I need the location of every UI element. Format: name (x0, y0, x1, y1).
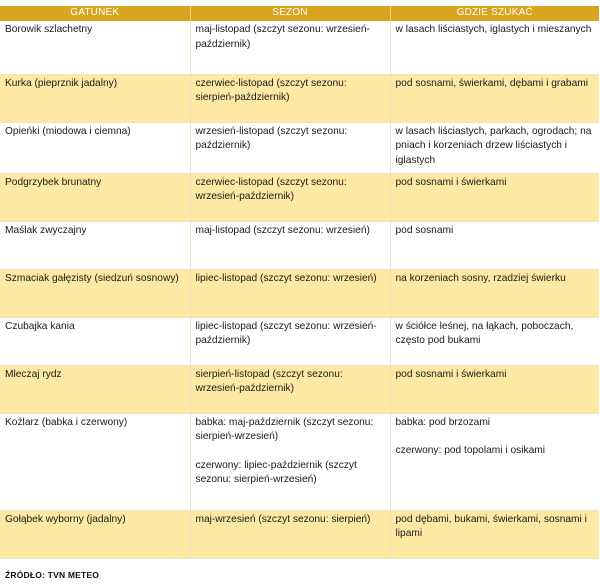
cell-sezon (190, 122, 390, 173)
cell-gatunek: Czubajka kania (0, 317, 190, 365)
sezon-text: babka: maj-październik (szczyt sezonu: sierpień-wrzesień) (195, 416, 374, 442)
cell-sezon (190, 413, 390, 510)
cell-sezon (190, 317, 390, 365)
gdzie-text: pod sosnami i świerkami (395, 176, 507, 188)
cell-gdzie-szukac (390, 510, 599, 558)
table-row (0, 173, 599, 221)
gdzie-text: czerwony: pod topolami i osikami (395, 445, 545, 456)
cell-gatunek: Borowik szlachetny (0, 21, 190, 74)
gdzie-text: w lasach liściastych, parkach, ogrodach; na pniach i korzeniach drzew liściastych i iglastych (395, 125, 592, 166)
gdzie-text: na korzeniach sosny, rzadziej świerku (395, 272, 566, 284)
table-body (0, 21, 599, 558)
table-row (0, 269, 599, 317)
table-row (0, 317, 599, 365)
sezon-text: lipiec-listopad (szczyt sezonu: wrzesień) (195, 272, 377, 284)
cell-gatunek: Gołąbek wyborny (jadalny) (0, 510, 190, 558)
sezon-text: maj-listopad (szczyt sezonu: wrzesień-październik) (195, 24, 370, 50)
cell-gdzie-szukac (390, 173, 599, 221)
sezon-text: lipiec-listopad (szczyt sezonu: wrzesień-październik) (195, 320, 377, 346)
table-row (0, 510, 599, 558)
sezon-text: czerwiec-listopad (szczyt sezonu: sierpień-październik) (195, 77, 347, 103)
gdzie-text: w ściółce leśnej, na łąkach, poboczach, często pod bukami (395, 320, 574, 346)
table-row (0, 365, 599, 413)
cell-gdzie-szukac (390, 21, 599, 74)
header-row (0, 6, 599, 21)
mushroom-table (0, 6, 599, 559)
sezon-text: maj-wrzesień (szczyt sezonu: sierpień) (195, 513, 371, 525)
table-row (0, 122, 599, 173)
cell-gatunek: Mleczaj rydz (0, 365, 190, 413)
source-note: ŹRÓDŁO: TVN METEO (5, 570, 100, 580)
cell-sezon (190, 74, 390, 122)
table-row (0, 413, 599, 510)
cell-gdzie-szukac (390, 317, 599, 365)
gdzie-text: babka: pod brzozami (395, 416, 491, 428)
cell-gdzie-szukac (390, 122, 599, 173)
cell-gatunek: Koźlarz (babka i czerwony) (0, 413, 190, 510)
sezon-text: czerwiec-listopad (szczyt sezonu: wrzesień-październik) (195, 176, 347, 202)
sezon-text: czerwony: lipiec-październik (szczyt sezonu: sierpień-wrzesień) (195, 459, 357, 485)
gdzie-text: w lasach liściastych, iglastych i mieszanych (395, 24, 592, 35)
cell-gatunek: Szmaciak gałęzisty (siedzuń sosnowy) (0, 269, 190, 317)
gdzie-text: pod dębami, bukami, świerkami, sosnami i lipami (395, 513, 587, 539)
header-sezon: SEZON (190, 6, 390, 21)
sezon-text: wrzesień-listopad (szczyt sezonu: październik) (195, 125, 348, 151)
cell-sezon (190, 269, 390, 317)
cell-gatunek: Podgrzybek brunatny (0, 173, 190, 221)
cell-gdzie-szukac (390, 221, 599, 269)
gdzie-text: pod sosnami (395, 224, 454, 236)
cell-sezon (190, 510, 390, 558)
gdzie-text: pod sosnami, świerkami, dębami i grabami (395, 77, 589, 89)
cell-gdzie-szukac (390, 269, 599, 317)
cell-gatunek: Kurka (pieprznik jadalny) (0, 74, 190, 122)
table-row (0, 221, 599, 269)
table-row (0, 74, 599, 122)
cell-gdzie-szukac (390, 365, 599, 413)
cell-sezon (190, 221, 390, 269)
sezon-text: maj-listopad (szczyt sezonu: wrzesień) (195, 224, 370, 236)
sezon-text: sierpień-listopad (szczyt sezonu: wrzesień-październik) (195, 368, 343, 394)
header-gatunek: GATUNEK (0, 6, 190, 21)
cell-gdzie-szukac (390, 413, 599, 510)
gdzie-text: pod sosnami i świerkami (395, 368, 507, 380)
cell-sezon (190, 21, 390, 74)
table-row (0, 21, 599, 74)
cell-gatunek: Opieńki (miodowa i ciemna) (0, 122, 190, 173)
cell-gatunek: Maślak zwyczajny (0, 221, 190, 269)
cell-sezon (190, 173, 390, 221)
header-gdzie-szukac: GDZIE SZUKAĆ (390, 6, 599, 21)
cell-gdzie-szukac (390, 74, 599, 122)
cell-sezon (190, 365, 390, 413)
